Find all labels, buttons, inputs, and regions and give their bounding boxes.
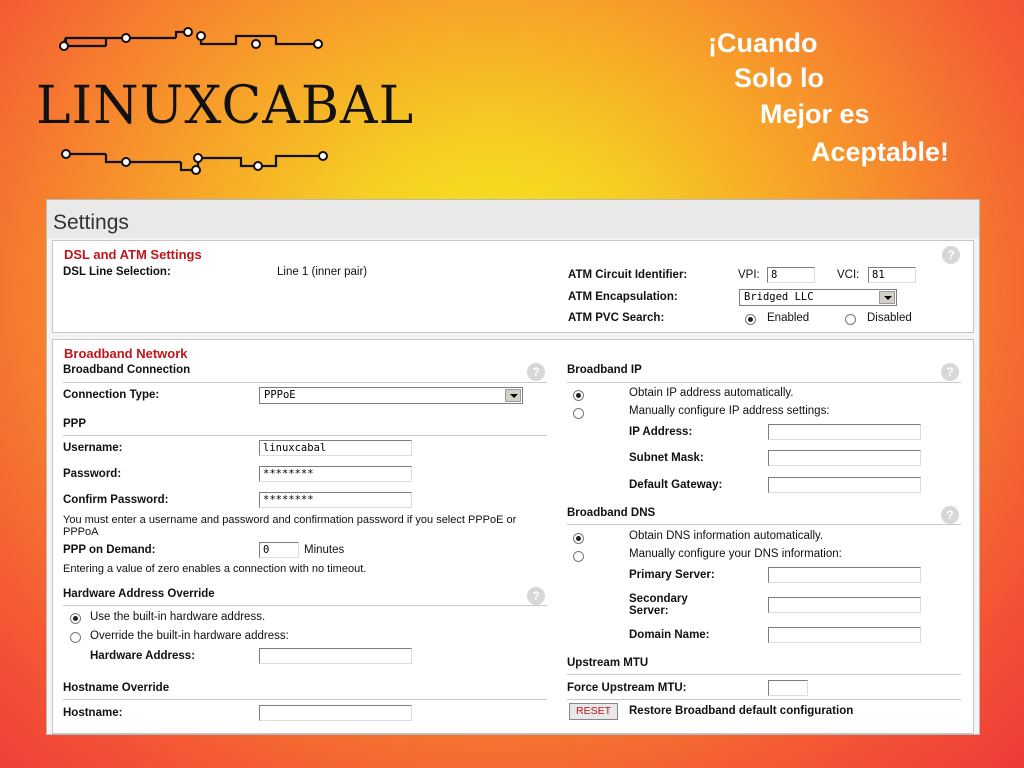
divider [567, 524, 961, 525]
subnet-mask-input[interactable] [768, 450, 921, 466]
username-input[interactable] [259, 440, 412, 456]
dsl-atm-heading: DSL and ATM Settings [64, 247, 202, 262]
vpi-label: VPI: [738, 269, 760, 281]
logo-wordmark: LINUXCABAL [36, 76, 415, 136]
ip-auto-label: Obtain IP address automatically. [629, 387, 794, 399]
confirm-password-label: Confirm Password: [63, 494, 169, 506]
dns-manual-label: Manually configure your DNS information: [629, 548, 842, 560]
password-input[interactable] [259, 466, 412, 482]
default-gateway-label: Default Gateway: [629, 479, 723, 491]
connection-type-select[interactable] [259, 387, 523, 404]
username-label: Username: [63, 442, 123, 454]
default-gateway-input[interactable] [768, 477, 921, 493]
dsl-line-selection-label: DSL Line Selection: [63, 266, 171, 278]
ppp-heading: PPP [63, 418, 87, 430]
dns-auto-label: Obtain DNS information automatically. [629, 530, 824, 542]
hw-override-heading: Hardware Address Override [63, 588, 215, 600]
connection-help-icon[interactable]: ? [527, 363, 545, 381]
broadband-dns-heading: Broadband DNS [567, 507, 656, 519]
divider [567, 699, 961, 700]
hw-override-help-icon[interactable]: ? [527, 587, 545, 605]
broadband-ip-heading: Broadband IP [567, 364, 642, 376]
hw-builtin-radio[interactable] [70, 613, 81, 624]
broadband-connection-heading: Broadband Connection [63, 364, 191, 376]
ip-manual-radio[interactable] [573, 408, 584, 419]
pvc-enabled-label: Enabled [767, 312, 810, 324]
domain-name-label: Domain Name: [629, 629, 710, 641]
divider [567, 674, 961, 675]
ip-manual-label: Manually configure IP address settings: [629, 405, 830, 417]
hostname-override-heading: Hostname Override [63, 682, 170, 694]
atm-encapsulation-value: Bridged LLC [744, 291, 814, 303]
vpi-input[interactable] [767, 267, 815, 283]
slogan-line-1: ¡Cuando [708, 28, 818, 58]
hardware-address-label: Hardware Address: [90, 650, 196, 662]
dsl-help-icon[interactable]: ? [942, 246, 960, 264]
broadband-network-heading: Broadband Network [64, 346, 188, 361]
atm-pvc-search-label: ATM PVC Search: [568, 312, 665, 324]
confirm-password-input[interactable] [259, 492, 412, 508]
chevron-down-icon[interactable] [879, 291, 895, 304]
ppp-on-demand-unit: Minutes [304, 544, 345, 556]
secondary-server-label-2: Server: [629, 605, 669, 617]
connection-type-label: Connection Type: [63, 389, 160, 401]
page-title: Settings [53, 211, 129, 234]
divider [63, 699, 547, 700]
hw-override-radio[interactable] [70, 632, 81, 643]
ppp-on-demand-input[interactable] [259, 542, 299, 558]
slogan-line-2: Solo lo [734, 63, 824, 93]
ip-address-input[interactable] [768, 424, 921, 440]
ppp-on-demand-label: PPP on Demand: [63, 544, 156, 556]
vci-label: VCI: [837, 269, 860, 281]
ppp-timeout-note: Entering a value of zero enables a connection with no timeout. [63, 563, 367, 575]
atm-encapsulation-label: ATM Encapsulation: [568, 291, 678, 303]
chevron-down-icon[interactable] [505, 389, 521, 402]
settings-title-bar [47, 200, 979, 238]
upstream-mtu-heading: Upstream MTU [567, 657, 649, 669]
secondary-server-label-1: Secondary [629, 593, 688, 605]
primary-server-input[interactable] [768, 567, 921, 583]
password-label: Password: [63, 468, 122, 480]
connection-type-value: PPPoE [264, 389, 296, 401]
dns-manual-radio[interactable] [573, 551, 584, 562]
dsl-atm-section [52, 240, 974, 333]
divider [567, 382, 961, 383]
hardware-address-input[interactable] [259, 648, 412, 664]
domain-name-input[interactable] [768, 627, 921, 643]
dsl-line-selection-value: Line 1 (inner pair) [277, 266, 368, 278]
atm-circuit-label: ATM Circuit Identifier: [568, 269, 688, 281]
divider [63, 435, 547, 436]
dns-help-icon[interactable]: ? [941, 506, 959, 524]
divider [63, 605, 547, 606]
ip-address-label: IP Address: [629, 426, 693, 438]
slogan-line-4: Aceptable! [811, 137, 950, 167]
secondary-server-input[interactable] [768, 597, 921, 613]
reset-button[interactable]: RESET [569, 703, 618, 720]
slogan-line-3: Mejor es [760, 99, 870, 129]
settings-panel [46, 199, 980, 735]
hostname-input[interactable] [259, 705, 412, 721]
divider [63, 382, 547, 383]
pvc-disabled-label: Disabled [867, 312, 912, 324]
broadband-network-section [52, 339, 974, 734]
atm-encapsulation-select[interactable] [739, 289, 897, 306]
subnet-mask-label: Subnet Mask: [629, 452, 704, 464]
hw-override-label: Override the built-in hardware address: [90, 630, 289, 642]
force-upstream-mtu-label: Force Upstream MTU: [567, 682, 687, 694]
force-upstream-mtu-input[interactable] [768, 680, 808, 696]
primary-server-label: Primary Server: [629, 569, 715, 581]
vci-input[interactable] [868, 267, 916, 283]
dns-auto-radio[interactable] [573, 533, 584, 544]
pvc-disabled-radio[interactable] [845, 314, 856, 325]
ip-auto-radio[interactable] [573, 390, 584, 401]
pvc-enabled-radio[interactable] [745, 314, 756, 325]
ppp-credentials-note: You must enter a username and password and confirmation password if you select PPPoE or PPPoA [63, 514, 517, 538]
hw-builtin-label: Use the built-in hardware address. [90, 611, 266, 623]
reset-description: Restore Broadband default configuration [629, 705, 854, 717]
linuxcabal-logo [36, 24, 415, 182]
ip-help-icon[interactable]: ? [941, 363, 959, 381]
hostname-label: Hostname: [63, 707, 123, 719]
